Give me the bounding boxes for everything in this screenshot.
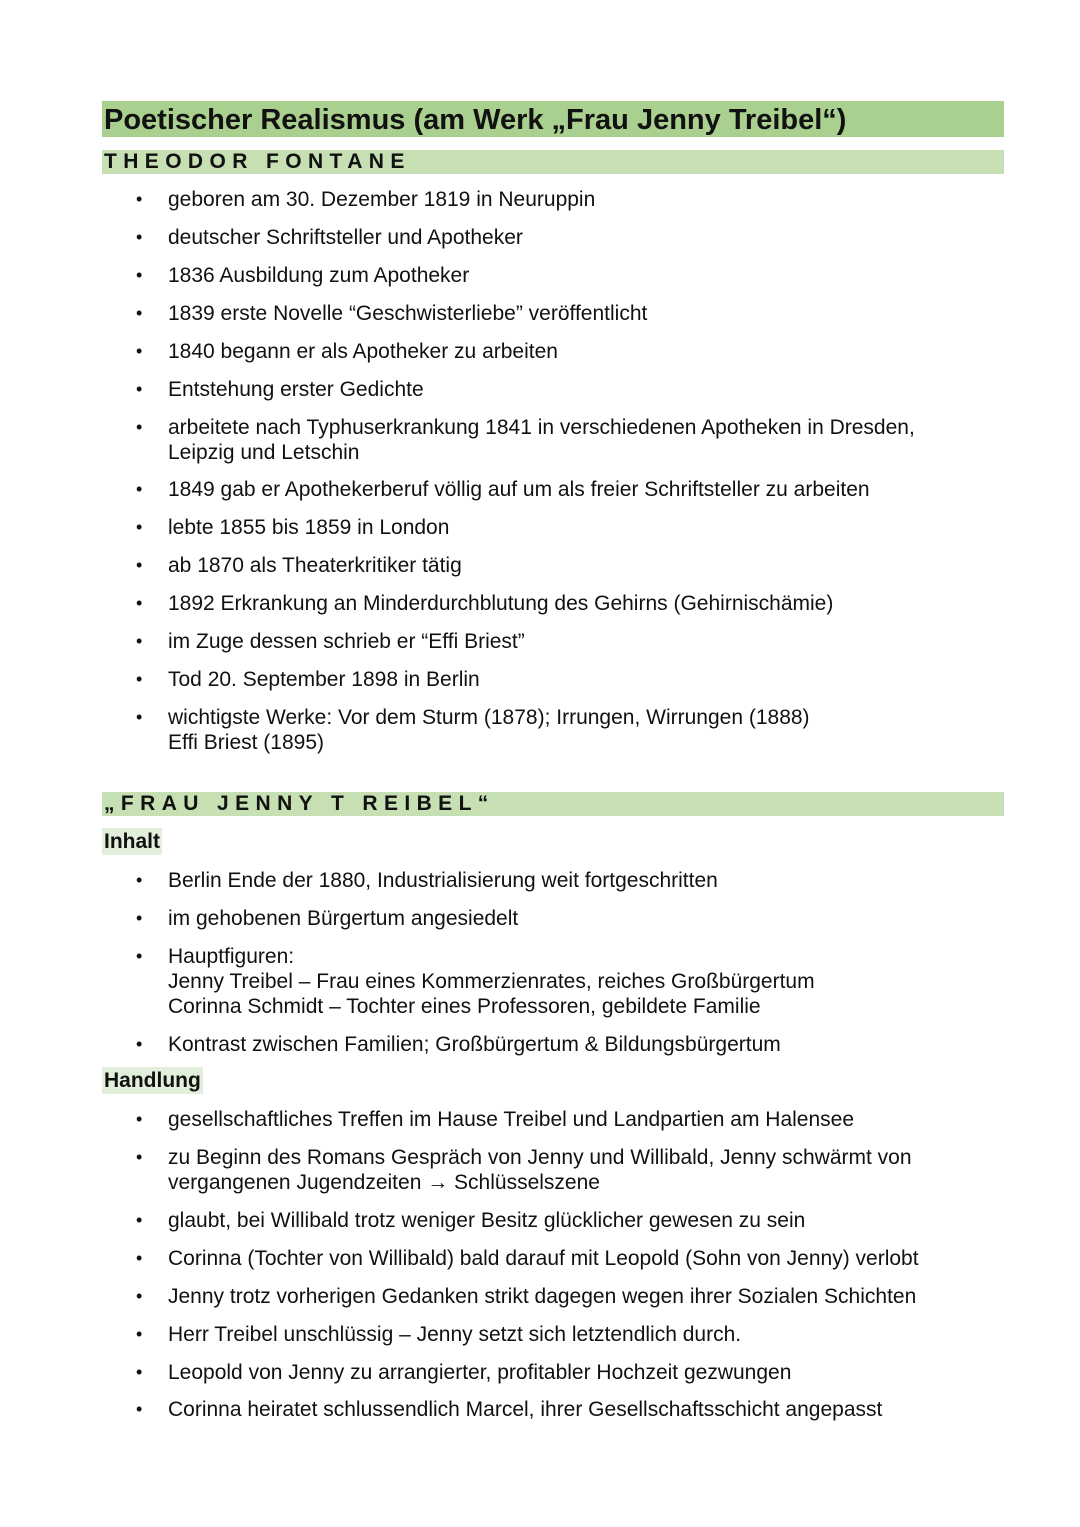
list-item-line: vergangenen Jugendzeiten → Schlüsselszene bbox=[168, 1171, 600, 1194]
list-item-line: • Kontrast zwischen Familien; Großbürgertum & Bildungsbürgertum bbox=[168, 1033, 781, 1056]
list-item-line: • 1840 begann er als Apotheker zu arbeiten bbox=[168, 340, 558, 363]
list-item bbox=[168, 629, 968, 654]
inhalt-heading: Inhalt bbox=[104, 830, 160, 853]
list-item-line: • Tod 20. September 1898 in Berlin bbox=[168, 668, 480, 691]
list-item bbox=[168, 187, 968, 212]
list-item bbox=[168, 868, 968, 893]
list-item bbox=[168, 1360, 968, 1385]
list-item-line: Leipzig und Letschin bbox=[168, 441, 360, 464]
list-item-line: Jenny Treibel – Frau eines Kommerzienrates, reiches Großbürgertum bbox=[168, 970, 815, 993]
list-item bbox=[168, 225, 968, 250]
list-item-line: • ab 1870 als Theaterkritiker tätig bbox=[168, 554, 462, 577]
list-item-line: • arbeitete nach Typhuserkrankung 1841 in verschiedenen Apotheken in Dresden, bbox=[168, 416, 915, 439]
list-item bbox=[168, 1284, 968, 1309]
list-item bbox=[168, 944, 968, 1019]
list-item-line: • glaubt, bei Willibald trotz weniger Besitz glücklicher gewesen zu sein bbox=[168, 1209, 806, 1232]
list-item-line: • gesellschaftliches Treffen im Hause Treibel und Landpartien am Halensee bbox=[168, 1108, 855, 1131]
list-item-line: • 1892 Erkrankung an Minderdurchblutung des Gehirns (Gehirnischämie) bbox=[168, 592, 834, 615]
novel-section-heading: „FRAU JENNY T REIBEL“ bbox=[104, 792, 495, 815]
list-item bbox=[168, 705, 968, 755]
list-item-line: • Herr Treibel unschlüssig – Jenny setzt sich letztendlich durch. bbox=[168, 1323, 742, 1346]
list-item bbox=[168, 1246, 968, 1271]
list-item-line: • 1836 Ausbildung zum Apotheker bbox=[168, 264, 470, 287]
list-item bbox=[168, 1322, 968, 1347]
list-item-line: • Entstehung erster Gedichte bbox=[168, 378, 424, 401]
list-item bbox=[168, 515, 968, 540]
list-item bbox=[168, 1208, 968, 1233]
list-item bbox=[168, 477, 968, 502]
list-item bbox=[168, 553, 968, 578]
list-item bbox=[168, 415, 968, 465]
list-item bbox=[168, 591, 968, 616]
list-item bbox=[168, 906, 968, 931]
author-section-heading: THEODOR FONTANE bbox=[104, 150, 411, 173]
list-item-line: • Hauptfiguren: bbox=[168, 945, 295, 968]
list-item-line: • Berlin Ende der 1880, Industrialisierung weit fortgeschritten bbox=[168, 869, 718, 892]
list-item bbox=[168, 377, 968, 402]
list-item-line: • Jenny trotz vorherigen Gedanken strikt dagegen wegen ihrer Sozialen Schichten bbox=[168, 1285, 917, 1308]
list-item-line: • deutscher Schriftsteller und Apotheker bbox=[168, 226, 523, 249]
list-item bbox=[168, 667, 968, 692]
handlung-heading: Handlung bbox=[104, 1069, 201, 1092]
list-item bbox=[168, 301, 968, 326]
list-item-line: • geboren am 30. Dezember 1819 in Neuruppin bbox=[168, 188, 596, 211]
list-item-line: • im gehobenen Bürgertum angesiedelt bbox=[168, 907, 519, 930]
list-item-line: • Leopold von Jenny zu arrangierter, profitabler Hochzeit gezwungen bbox=[168, 1361, 792, 1384]
list-item bbox=[168, 339, 968, 364]
list-item-line: • 1839 erste Novelle “Geschwisterliebe” veröffentlicht bbox=[168, 302, 648, 325]
list-item-line: • wichtigste Werke: Vor dem Sturm (1878); Irrungen, Wirrungen (1888) bbox=[168, 706, 810, 729]
list-item bbox=[168, 263, 968, 288]
page-title: Poetischer Realismus (am Werk „Frau Jenny Treibel“) bbox=[104, 104, 847, 136]
list-item-line: • zu Beginn des Romans Gespräch von Jenny und Willibald, Jenny schwärmt von bbox=[168, 1146, 912, 1169]
list-item bbox=[168, 1107, 968, 1132]
list-item bbox=[168, 1145, 968, 1195]
list-item-line: • im Zuge dessen schrieb er “Effi Briest” bbox=[168, 630, 525, 653]
list-item-line: • 1849 gab er Apothekerberuf völlig auf um als freier Schriftsteller zu arbeiten bbox=[168, 478, 870, 501]
list-item bbox=[168, 1032, 968, 1057]
list-item-line: • Corinna heiratet schlussendlich Marcel, ihrer Gesellschaftsschicht angepasst bbox=[168, 1398, 883, 1421]
list-item-line: • lebte 1855 bis 1859 in London bbox=[168, 516, 450, 539]
list-item-line: • Corinna (Tochter von Willibald) bald darauf mit Leopold (Sohn von Jenny) verlobt bbox=[168, 1247, 919, 1270]
list-item bbox=[168, 1397, 968, 1422]
list-item-line: Corinna Schmidt – Tochter eines Professoren, gebildete Familie bbox=[168, 995, 761, 1018]
list-item-line: Effi Briest (1895) bbox=[168, 731, 325, 754]
